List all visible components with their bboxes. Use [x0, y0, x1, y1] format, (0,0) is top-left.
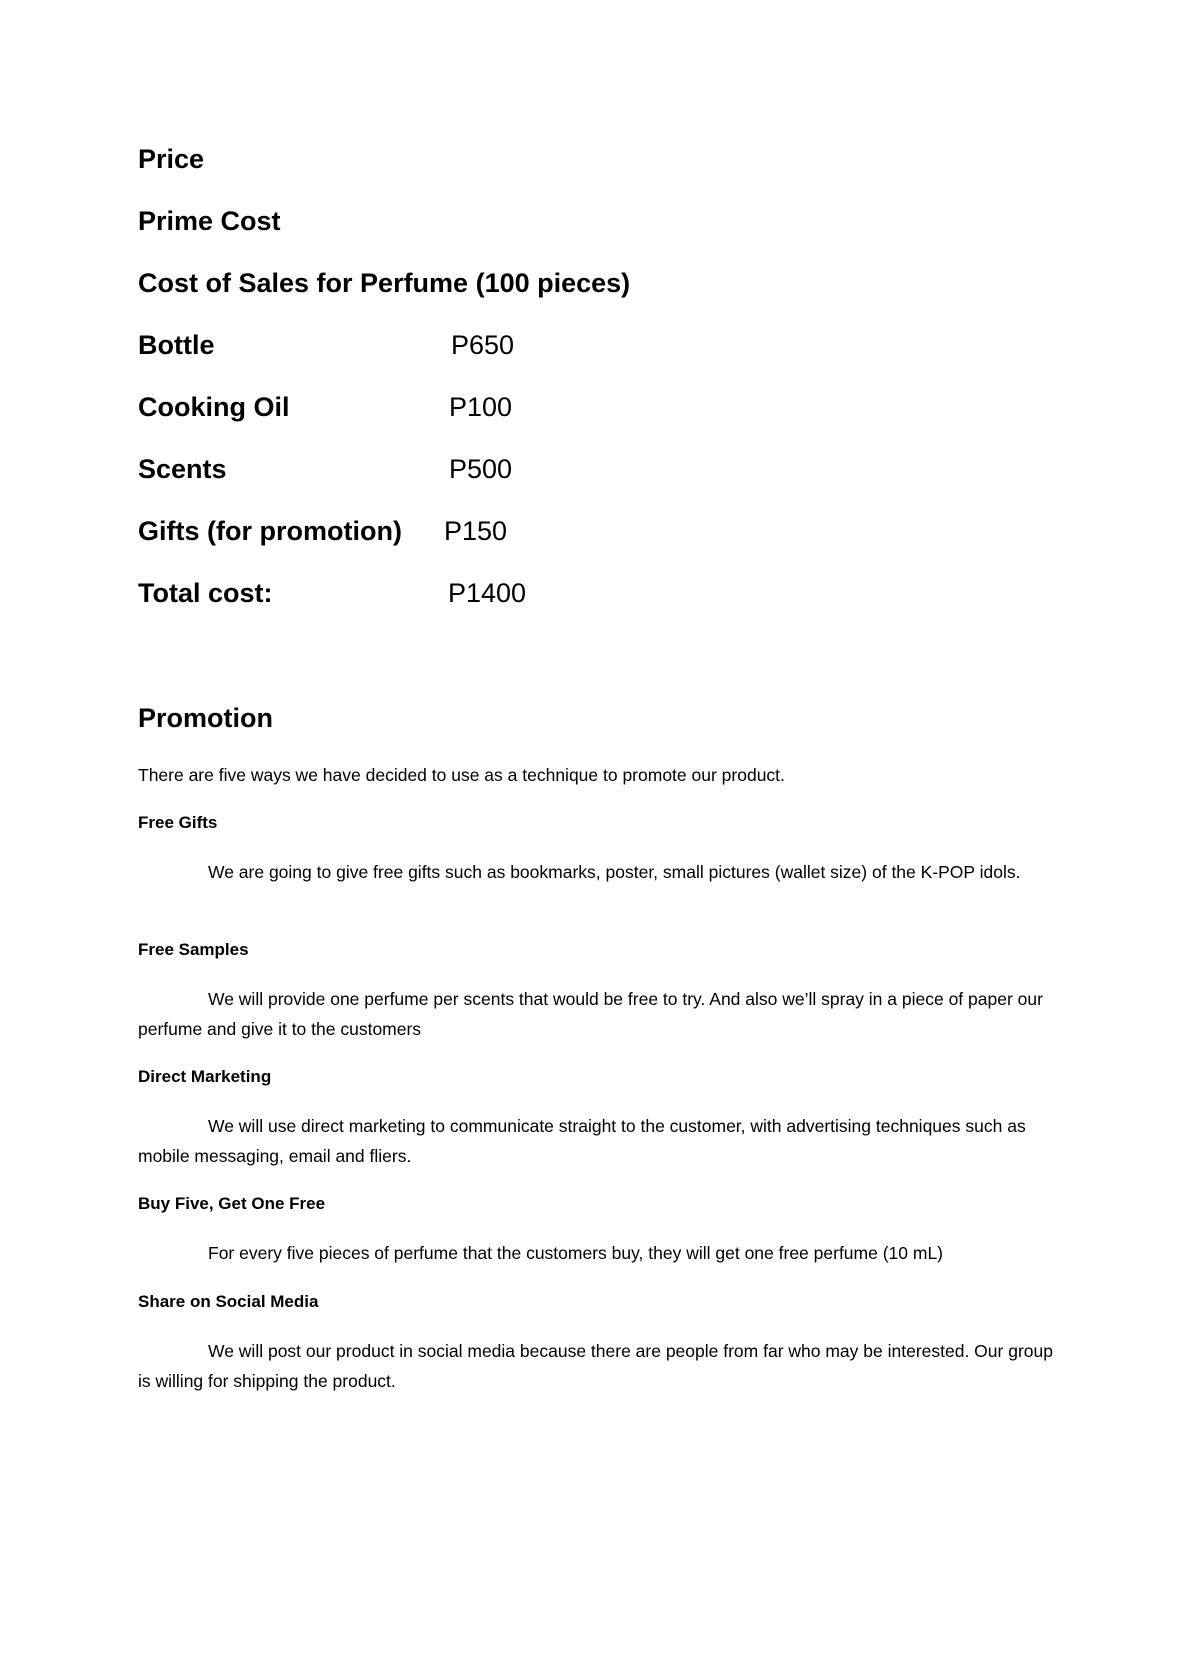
cost-row-cooking-oil — [138, 392, 513, 422]
cost-value: P100 — [449, 392, 513, 422]
cost-value: P150 — [444, 516, 508, 546]
total-label: Total cost: — [138, 578, 273, 608]
promotion-title: Promotion — [138, 703, 273, 733]
promo-heading-social-media: Share on Social Media — [138, 1292, 319, 1311]
promo-heading-buy-five: Buy Five, Get One Free — [138, 1194, 326, 1213]
total-value: P1400 — [448, 578, 527, 608]
promo-text-buy-five: For every five pieces of perfume that the customers buy, they will get one free perfume (10 mL) — [208, 1243, 944, 1263]
cost-label: Cooking Oil — [138, 392, 290, 422]
promo-text-free-samples: We will provide one perfume per scents that would be free to try. And also we’ll spray in a piece of paper our perfume and give it to the customers — [138, 989, 1043, 1039]
cost-row-scents — [138, 454, 513, 484]
cost-label: Bottle — [138, 330, 215, 360]
promo-heading-free-samples: Free Samples — [138, 940, 249, 959]
promo-text-direct-marketing: We will use direct marketing to communicate straight to the customer, with advertising techniques such as mobile messaging, email and fliers. — [138, 1116, 1026, 1166]
heading-prime-cost: Prime Cost — [138, 206, 281, 236]
cost-row-bottle — [138, 330, 515, 360]
heading-price: Price — [138, 144, 205, 174]
promo-heading-free-gifts: Free Gifts — [138, 813, 218, 832]
heading-cost-of-sales: Cost of Sales for Perfume (100 pieces) — [138, 268, 631, 298]
cost-label: Scents — [138, 454, 227, 484]
cost-row-total — [138, 578, 527, 608]
cost-row-gifts — [138, 516, 508, 546]
cost-value: P650 — [451, 330, 515, 360]
promotion-intro: There are five ways we have decided to use as a technique to promote our product. — [138, 765, 785, 785]
cost-label: Gifts (for promotion) — [138, 516, 402, 546]
promo-text-free-gifts: We are going to give free gifts such as bookmarks, poster, small pictures (wallet size) of the K-POP idols. — [208, 862, 1021, 882]
promo-text-social-media: We will post our product in social media because there are people from far who may be interested. Our group is willing for shipping the product. — [138, 1341, 1053, 1391]
cost-value: P500 — [449, 454, 513, 484]
promo-heading-direct-marketing: Direct Marketing — [138, 1067, 272, 1086]
